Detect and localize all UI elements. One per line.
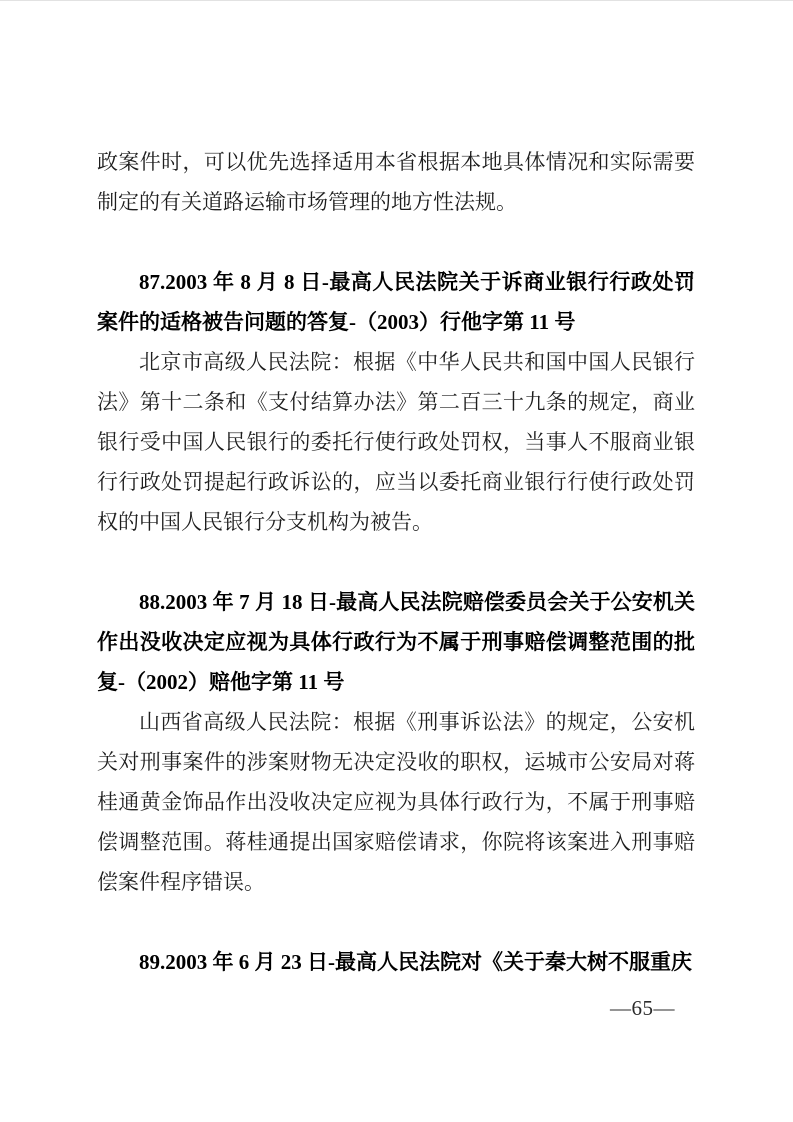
entry-88-body: 山西省高级人民法院：根据《刑事诉讼法》的规定，公安机关对刑事案件的涉案财物无决定没收的职权，运城市公安局对蒋桂通黄金饰品作出没收决定应视为具体行政行为，不属于刑事赔偿调整范围。蒋桂通提出国家赔偿请求，你院将该案进入刑事赔偿案件程序错误。 <box>97 710 695 894</box>
entry-87-heading: 87.2003 年 8 月 8 日-最高人民法院关于诉商业银行行政处罚案件的适格被告问题的答复-（2003）行他字第 11 号 <box>97 270 695 334</box>
page-number: —65— <box>610 996 675 1020</box>
document-content <box>97 142 695 982</box>
entry-88-heading: 88.2003 年 7 月 18 日-最高人民法院赔偿委员会关于公安机关作出没收决定应视为具体行政行为不属于刑事赔偿调整范围的批复-（2002）赔他字第 11 号 <box>97 590 695 694</box>
entry-89-heading: 89.2003 年 6 月 23 日-最高人民法院对《关于秦大树不服重庆 <box>139 950 692 974</box>
paragraph-continuation: 政案件时，可以优先选择适用本省根据本地具体情况和实际需要制定的有关道路运输市场管理的地方性法规。 <box>97 150 695 214</box>
entry-87-body: 北京市高级人民法院：根据《中华人民共和国中国人民银行法》第十二条和《支付结算办法》第二百三十九条的规定，商业银行受中国人民银行的委托行使行政处罚权，当事人不服商业银行行政处罚提起行政诉讼的，应当以委托商业银行行使行政处罚权的中国人民银行分支机构为被告。 <box>97 350 695 534</box>
